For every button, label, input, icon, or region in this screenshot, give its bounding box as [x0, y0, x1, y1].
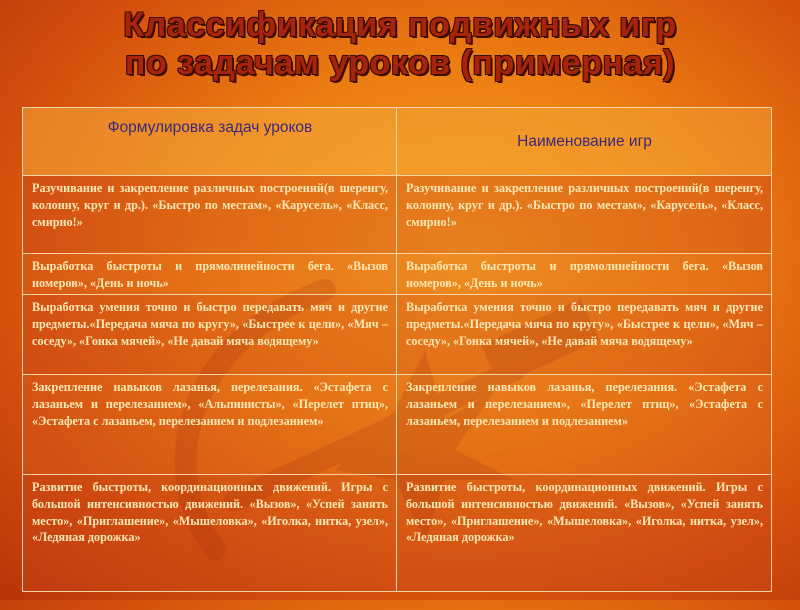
table-cell-games: Развитие быстроты, координационных движений. Игры с большой интенсивностью движений. «Вызов», «Успей занять место», «Приглашение», «Мышеловка», «Иголка, нитка, узел», «Ледяная дорожка» — [397, 475, 771, 591]
header-task-formulation: Формулировка задач уроков — [23, 108, 397, 176]
title-line-2: по задачам уроков (примерная) — [124, 44, 676, 82]
classification-table — [22, 107, 772, 592]
table-cell-task: Разучивание и закрепление различных построений(в шеренгу, колонну, круг и др.). «Быстро по местам», «Карусель», «Класс, смирно!» — [23, 176, 397, 254]
table-cell-task: Закрепление навыков лазанья, перелезания. «Эстафета с лазаньем и перелезанием», «Альпинисты», «Перелет птиц», «Эстафета с лазаньем, перелезанием и подлезанием» — [23, 375, 397, 475]
title-line-1: Классификация подвижных игр — [123, 6, 677, 44]
page-title — [0, 6, 800, 82]
table-cell-games: Разучивание и закрепление различных построений(в шеренгу, колонну, круг и др.). «Быстро по местам», «Карусель», «Класс, смирно!» — [397, 176, 771, 254]
header-game-names: Наименование игр — [397, 108, 771, 176]
table-cell-task: Развитие быстроты, координационных движений. Игры с большой интенсивностью движений. «Вызов», «Успей занять место», «Приглашение», «Мышеловка», «Иголка, нитка, узел», «Ледяная дорожка» — [23, 475, 397, 591]
table-cell-games: Закрепление навыков лазанья, перелезания. «Эстафета с лазаньем и перелезанием», «Перелет птиц», «Эстафета с лазаньем, перелезанием и подлезанием» — [397, 375, 771, 475]
table-cell-games: Выработка умения точно и быстро передавать мяч и другие предметы.«Передача мяча по кругу», «Быстрее к цели», «Мяч – соседу», «Гонка мячей», «Не давай мяча водящему» — [397, 295, 771, 375]
table-cell-task: Выработка умения точно и быстро передавать мяч и другие предметы.«Передача мяча по кругу», «Быстрее к цели», «Мяч – соседу», «Гонка мячей», «Не давай мяча водящему» — [23, 295, 397, 375]
table-cell-games: Выработка быстроты и прямолинейности бега. «Вызов номеров», «День и ночь» — [397, 254, 771, 295]
table-cell-task: Выработка быстроты и прямолинейности бега. «Вызов номеров», «День и ночь» — [23, 254, 397, 295]
